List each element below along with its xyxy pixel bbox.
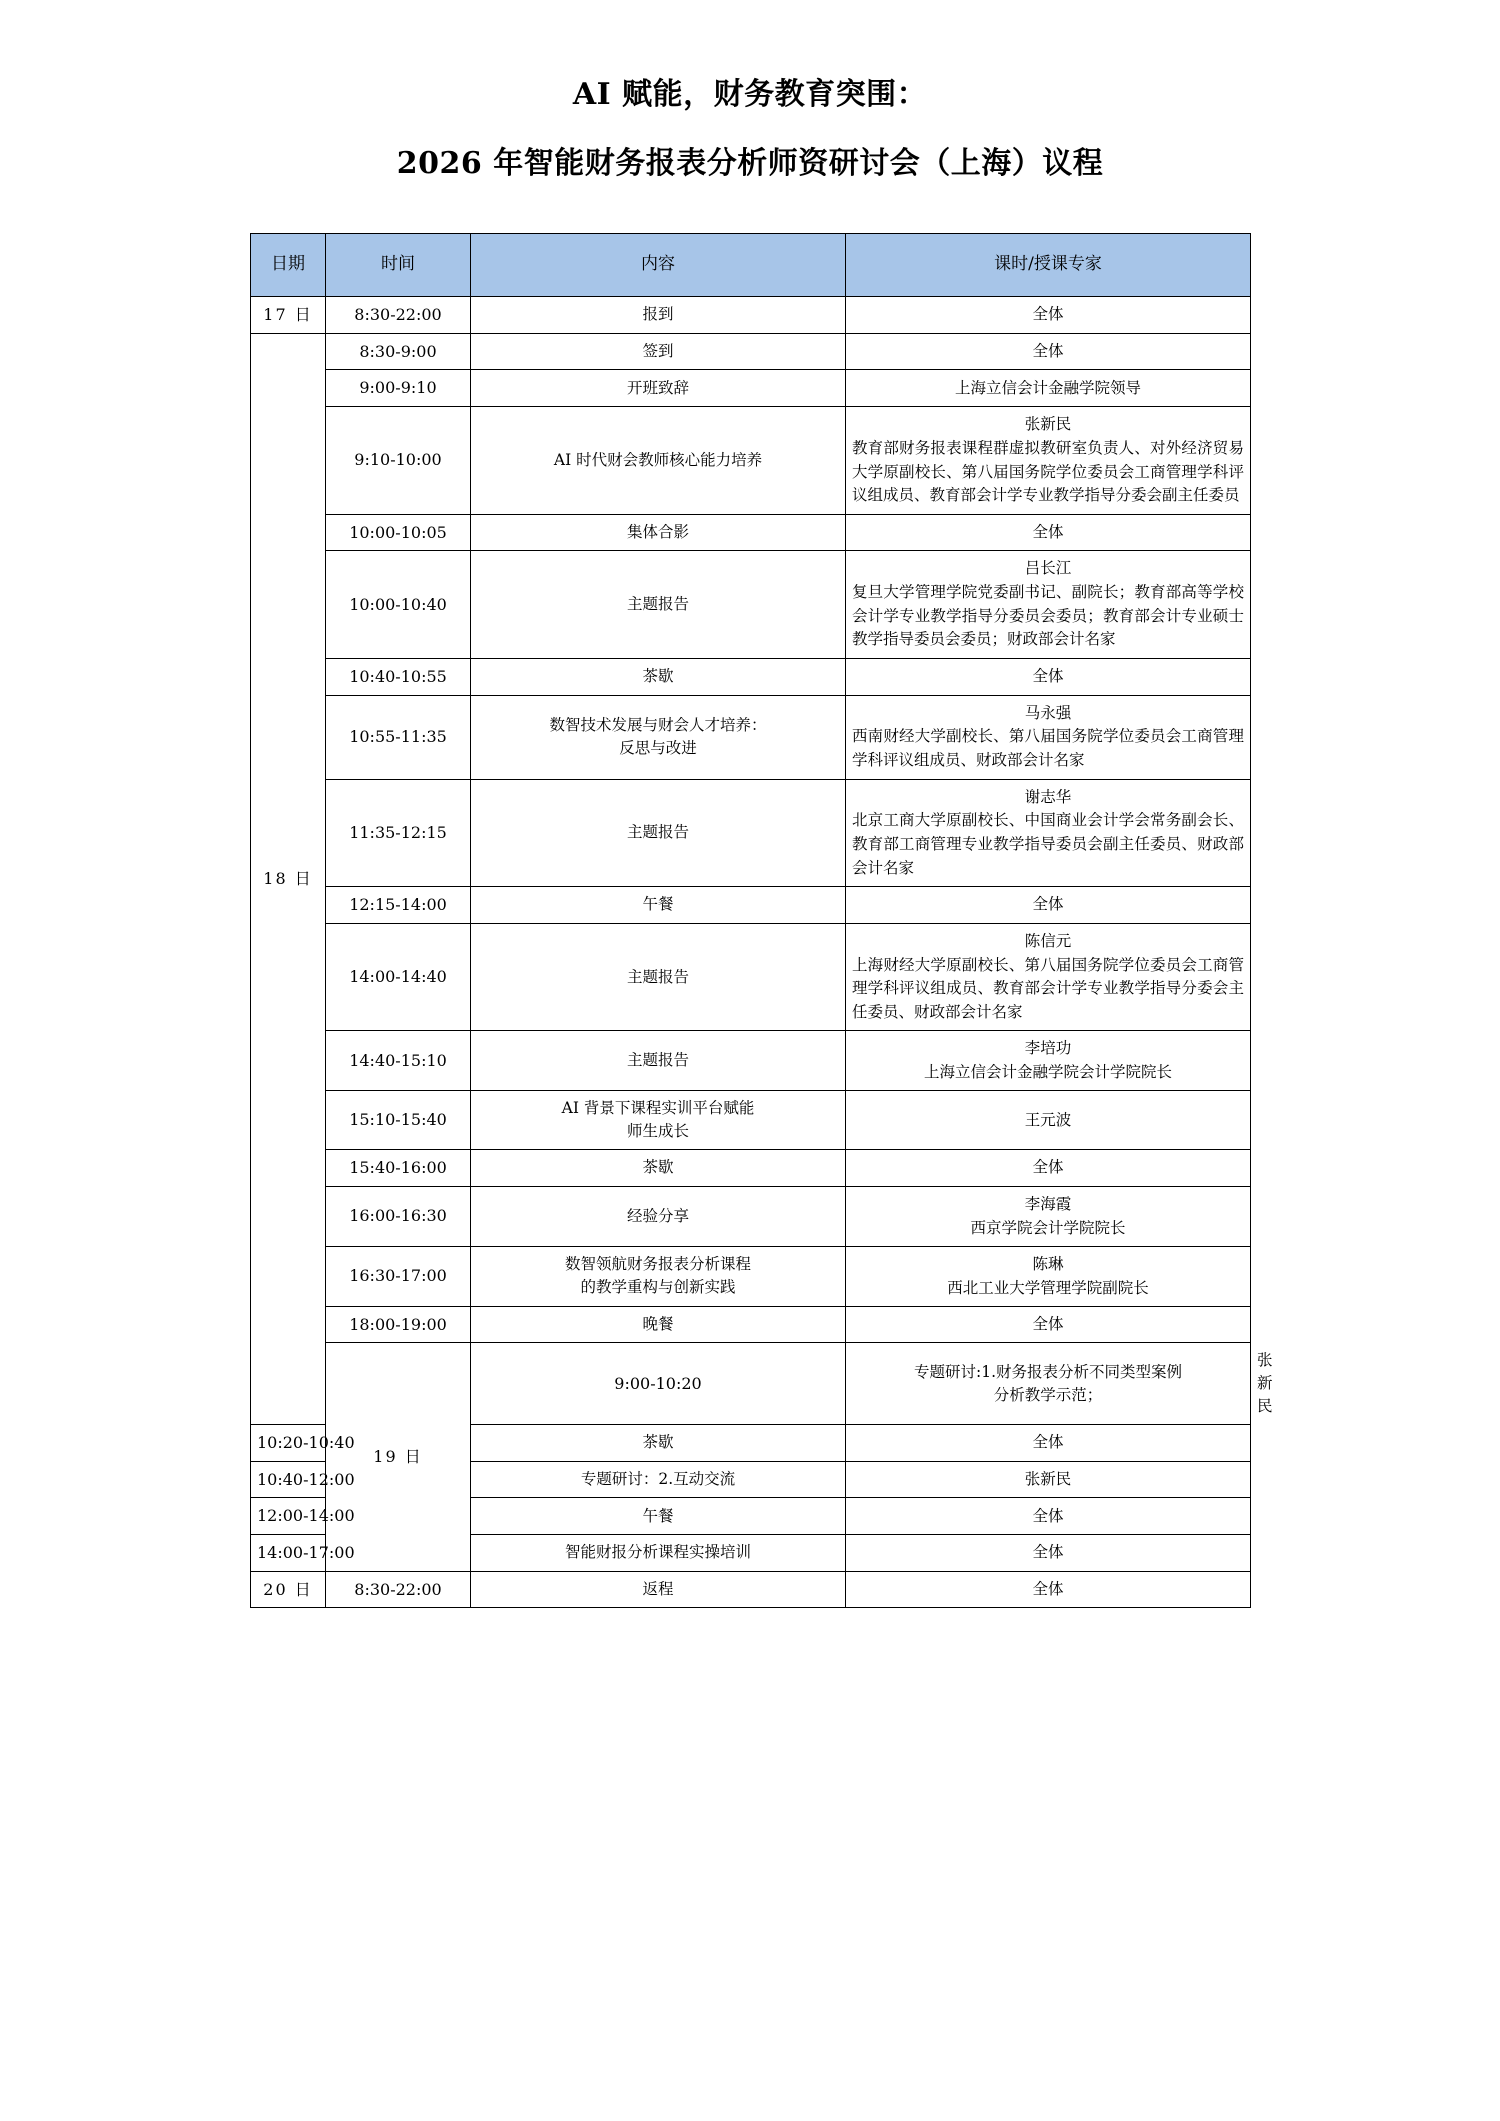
cell-content <box>471 1246 846 1306</box>
cell-content <box>471 1535 846 1572</box>
cell-content <box>471 407 846 515</box>
cell-content <box>471 779 846 887</box>
cell-expert <box>846 297 1251 334</box>
cell-time: 15:10-15:40 <box>326 1091 471 1150</box>
expert-description: 西南财经大学副校长、第八届国务院学位委员会工商管理学科评议组成员、财政部会计名家 <box>852 727 1244 769</box>
content-line: 主题报告 <box>626 967 689 986</box>
cell-content <box>471 1571 846 1608</box>
content-line: 午餐 <box>642 1506 674 1525</box>
cell-time: 10:40-12:00 <box>251 1461 326 1498</box>
content-line: AI 背景下课程实训平台赋能 <box>561 1099 755 1118</box>
cell-expert <box>846 695 1251 779</box>
table-row <box>251 1150 1251 1187</box>
table-row <box>251 407 1251 515</box>
expert-name: 李海霞 <box>1024 1194 1072 1213</box>
cell-content <box>471 658 846 695</box>
cell-time: 18:00-19:00 <box>326 1306 471 1343</box>
agenda-table-wrapper <box>250 233 1273 1608</box>
cell-content <box>471 551 846 659</box>
cell-content <box>471 887 846 924</box>
cell-expert <box>846 514 1251 551</box>
content-line: 茶歇 <box>642 1433 674 1452</box>
cell-date: 20 日 <box>251 1571 326 1608</box>
table-row <box>251 695 1251 779</box>
expert-label: 上海立信会计金融学院领导 <box>954 378 1141 397</box>
cell-time: 14:00-14:40 <box>326 923 471 1031</box>
cell-time: 10:00-10:05 <box>326 514 471 551</box>
content-line: 经验分享 <box>626 1206 689 1225</box>
content-line: 反思与改进 <box>619 739 697 758</box>
cell-time: 16:00-16:30 <box>326 1186 471 1246</box>
content-line: 签到 <box>642 342 674 361</box>
table-row <box>251 514 1251 551</box>
cell-time: 10:55-11:35 <box>326 695 471 779</box>
cell-content <box>846 1343 1251 1425</box>
cell-expert <box>846 1498 1251 1535</box>
cell-expert <box>846 887 1251 924</box>
cell-content <box>471 1186 846 1246</box>
cell-expert <box>846 658 1251 695</box>
content-line: 茶歇 <box>642 667 674 686</box>
cell-expert <box>846 1186 1251 1246</box>
content-line: 的教学重构与创新实践 <box>580 1278 736 1297</box>
cell-content <box>471 297 846 334</box>
expert-label: 全体 <box>1032 667 1064 686</box>
agenda-table <box>250 233 1273 1608</box>
cell-time: 12:15-14:00 <box>326 887 471 924</box>
expert-name: 李培功 <box>1024 1039 1072 1058</box>
table-row <box>251 297 1251 334</box>
cell-content <box>471 1498 846 1535</box>
cell-expert <box>846 1461 1251 1498</box>
cell-time: 12:00-14:00 <box>251 1498 326 1535</box>
table-row <box>251 923 1251 1031</box>
expert-label: 全体 <box>1032 305 1064 324</box>
content-line: 集体合影 <box>626 522 689 541</box>
content-line: 主题报告 <box>626 1051 689 1070</box>
cell-expert <box>846 1150 1251 1187</box>
content-line: 主题报告 <box>626 595 689 614</box>
cell-expert <box>846 923 1251 1031</box>
title-line-1: AI 赋能，财务教育突围： <box>572 77 928 112</box>
table-row <box>251 333 1251 370</box>
header-row <box>251 234 1251 297</box>
cell-time: 9:00-9:10 <box>326 370 471 407</box>
cell-expert <box>846 333 1251 370</box>
expert-description: 西京学院会计学院院长 <box>970 1218 1126 1237</box>
content-line: 专题研讨:1.财务报表分析不同类型案例 <box>913 1362 1182 1381</box>
table-row <box>251 1571 1251 1608</box>
agenda-table-body <box>251 297 1273 1608</box>
expert-label: 全体 <box>1032 1506 1064 1525</box>
cell-content <box>471 923 846 1031</box>
cell-time: 10:00-10:40 <box>326 551 471 659</box>
expert-label: 全体 <box>1032 1580 1064 1599</box>
table-row <box>251 658 1251 695</box>
expert-description: 教育部财务报表课程群虚拟教研室负责人、对外经济贸易大学原副校长、第八届国务院学位委员会工商管理学科评议组成员、教育部会计学专业教学指导分委会副主任委员 <box>852 438 1244 505</box>
content-line: 分析教学示范； <box>993 1385 1103 1404</box>
cell-content <box>471 1031 846 1091</box>
content-line: 开班致辞 <box>626 378 689 397</box>
cell-date: 17 日 <box>251 297 326 334</box>
cell-time: 10:40-10:55 <box>326 658 471 695</box>
expert-name: 张新民 <box>1024 415 1072 434</box>
expert-description: 北京工商大学原副校长、中国商业会计学会常务副会长、教育部工商管理专业教学指导委员会副主任委员、财政部会计名家 <box>852 811 1244 877</box>
cell-content <box>471 1306 846 1343</box>
table-row <box>251 1031 1251 1091</box>
content-line: 报到 <box>642 305 674 324</box>
content-line: 主题报告 <box>626 823 689 842</box>
cell-content <box>471 333 846 370</box>
header-time: 时间 <box>326 234 471 297</box>
expert-description: 上海财经大学原副校长、第八届国务院学位委员会工商管理学科评议组成员、教育部会计学专业教学指导分委会主任委员、财政部会计名家 <box>852 955 1244 1021</box>
table-row: 19 日 9:00-10:20 专题研讨:1.财务报表分析不同类型案例 分析教学示范； 张新民 <box>251 1343 1251 1425</box>
table-row <box>251 1186 1251 1246</box>
expert-label: 张新民 <box>1024 1470 1072 1489</box>
content-line: 师生成长 <box>626 1122 689 1141</box>
title-line-2: 2026 年智能财务报表分析师资研讨会（上海）议程 <box>396 145 1104 181</box>
cell-expert <box>846 370 1251 407</box>
cell-time: 9:10-10:00 <box>326 407 471 515</box>
cell-expert <box>846 1425 1251 1462</box>
expert-description: 上海立信会计金融学院会计学院院长 <box>923 1063 1172 1082</box>
table-row <box>251 1246 1251 1306</box>
expert-label: 全体 <box>1032 1433 1064 1452</box>
content-line: 智能财报分析课程实操培训 <box>564 1543 751 1562</box>
cell-expert <box>846 1091 1251 1150</box>
content-line: 数智技术发展与财会人才培养： <box>549 716 767 735</box>
table-row <box>251 551 1251 659</box>
content-line: 茶歇 <box>642 1158 674 1177</box>
cell-expert <box>846 1246 1251 1306</box>
cell-expert <box>846 407 1251 515</box>
cell-time: 11:35-12:15 <box>326 779 471 887</box>
expert-label: 全体 <box>1032 895 1064 914</box>
cell-time: 16:30-17:00 <box>326 1246 471 1306</box>
content-line: 返程 <box>642 1580 674 1599</box>
cell-expert <box>846 1571 1251 1608</box>
agenda-table-head <box>251 234 1251 297</box>
document-title <box>0 72 1500 187</box>
cell-time: 8:30-9:00 <box>326 333 471 370</box>
expert-name: 吕长江 <box>1024 559 1072 578</box>
header-expert: 课时/授课专家 <box>846 234 1251 297</box>
table-row <box>251 887 1251 924</box>
cell-time: 8:30-22:00 <box>326 297 471 334</box>
expert-name: 谢志华 <box>1024 787 1072 806</box>
cell-time: 14:40-15:10 <box>326 1031 471 1091</box>
table-row <box>251 370 1251 407</box>
cell-time: 8:30-22:00 <box>326 1571 471 1608</box>
cell-content <box>471 370 846 407</box>
table-row <box>251 1306 1251 1343</box>
cell-content <box>471 1091 846 1150</box>
content-line: 午餐 <box>642 895 674 914</box>
cell-content <box>471 695 846 779</box>
cell-content <box>471 1150 846 1187</box>
cell-time: 15:40-16:00 <box>326 1150 471 1187</box>
cell-time: 14:00-17:00 <box>251 1535 326 1572</box>
expert-label: 全体 <box>1032 1314 1064 1333</box>
cell-content <box>471 514 846 551</box>
expert-description: 复旦大学管理学院党委副书记、副院长；教育部高等学校会计学专业教学指导分委员会委员；教育部会计专业硕士教学指导委员会委员；财政部会计名家 <box>852 583 1244 649</box>
cell-expert <box>846 1306 1251 1343</box>
cell-expert <box>846 551 1251 659</box>
expert-label: 全体 <box>1032 1543 1064 1562</box>
expert-name: 陈信元 <box>1024 931 1072 950</box>
content-line: 专题研讨：2.互动交流 <box>580 1470 736 1489</box>
cell-expert <box>846 779 1251 887</box>
header-date: 日期 <box>251 234 326 297</box>
content-line: AI 时代财会教师核心能力培养 <box>553 450 763 469</box>
cell-date: 18 日 <box>251 333 326 1424</box>
cell-time: 10:20-10:40 <box>251 1425 326 1462</box>
content-line: 数智领航财务报表分析课程 <box>564 1255 751 1274</box>
cell-date: 19 日 <box>326 1343 471 1572</box>
header-content: 内容 <box>471 234 846 297</box>
expert-label: 王元波 <box>1024 1110 1072 1129</box>
cell-content <box>471 1425 846 1462</box>
expert-label: 全体 <box>1032 342 1064 361</box>
cell-expert <box>846 1031 1251 1091</box>
content-line: 晚餐 <box>642 1314 674 1333</box>
table-row <box>251 1091 1251 1150</box>
cell-expert <box>846 1535 1251 1572</box>
cell-time: 9:00-10:20 <box>471 1343 846 1425</box>
expert-label: 全体 <box>1032 1158 1064 1177</box>
expert-label: 全体 <box>1032 522 1064 541</box>
expert-name: 马永强 <box>1024 703 1072 722</box>
expert-description: 西北工业大学管理学院副院长 <box>947 1278 1149 1297</box>
expert-name: 陈琳 <box>1032 1254 1064 1273</box>
table-row <box>251 779 1251 887</box>
cell-content <box>471 1461 846 1498</box>
